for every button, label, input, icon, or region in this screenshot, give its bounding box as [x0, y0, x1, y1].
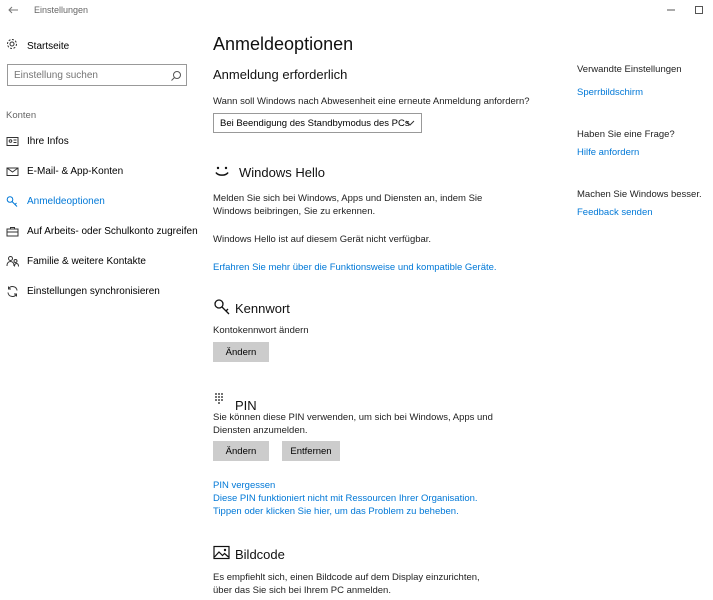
hello-unavailable-text: Windows Hello ist auf diesem Gerät nicht verfügbar.: [213, 234, 432, 245]
sidebar-item-label: Einstellungen synchronisieren: [27, 285, 160, 297]
improve-heading: Machen Sie Windows besser.: [577, 189, 702, 200]
password-desc: Kontokennwort ändern: [213, 325, 309, 336]
pin-desc-line1: Sie können diese PIN verwenden, um sich bei Windows, Apps und: [213, 412, 493, 423]
pin-org-link-line2[interactable]: Tippen oder klicken Sie hier, um das Problem zu beheben.: [213, 506, 459, 517]
sidebar-item-label: E-Mail- & App-Konten: [27, 165, 124, 177]
sidebar-item-label: Ihre Infos: [27, 135, 69, 147]
search-input[interactable]: [8, 66, 158, 86]
hello-desc-line1: Melden Sie sich bei Windows, Apps und Diensten an, indem Sie: [213, 193, 483, 204]
pin-org-link-line1[interactable]: Diese PIN funktioniert nicht mit Ressourcen Ihrer Organisation.: [213, 493, 478, 504]
signin-required-dropdown[interactable]: [213, 113, 422, 133]
picture-desc-line1: Es empfiehlt sich, einen Bildcode auf dem Display einzurichten,: [213, 572, 480, 583]
search-icon[interactable]: [170, 69, 182, 81]
password-change-button[interactable]: Ändern: [213, 342, 269, 362]
chevron-down-icon: [405, 119, 415, 127]
signin-question: Wann soll Windows nach Abwesenheit eine erneute Anmeldung anfordern?: [213, 96, 530, 107]
person-card-icon: [6, 135, 19, 148]
mail-icon: [6, 165, 19, 178]
password-section-header: [213, 298, 290, 319]
password-heading: Kennwort: [235, 301, 290, 316]
help-link[interactable]: Hilfe anfordern: [577, 147, 640, 158]
people-icon: [6, 255, 19, 268]
related-settings-heading: Verwandte Einstellungen: [577, 64, 682, 75]
hello-section-header: [213, 162, 325, 183]
pin-section-header: [213, 390, 257, 413]
feedback-link[interactable]: Feedback senden: [577, 207, 653, 218]
sidebar-item-familie-kontakte[interactable]: [0, 250, 200, 272]
picture-heading: Bildcode: [235, 546, 285, 562]
signin-required-heading: Anmeldung erforderlich: [213, 67, 348, 82]
picture-section-header: [213, 545, 285, 563]
dropdown-value: Bei Beendigung des Standbymodus des PCs: [220, 117, 410, 129]
sidebar-home-label: Startseite: [27, 40, 70, 52]
smiley-icon: [213, 162, 231, 183]
sidebar-item-email-app-konten[interactable]: [0, 160, 200, 182]
key-icon: [6, 195, 19, 208]
sidebar-item-anmeldeoptionen[interactable]: [0, 190, 200, 212]
sidebar-item-label: Familie & weitere Kontakte: [27, 255, 146, 267]
back-arrow-icon[interactable]: [6, 3, 20, 17]
keypad-icon: [213, 392, 229, 411]
hello-heading: Windows Hello: [239, 165, 325, 180]
lock-screen-link[interactable]: Sperrbildschirm: [577, 87, 643, 98]
hello-desc-line2: Windows beibringen, Sie zu erkennen.: [213, 206, 376, 217]
maximize-icon[interactable]: [692, 3, 706, 17]
pin-remove-button[interactable]: Entfernen: [282, 441, 340, 461]
question-heading: Haben Sie eine Frage?: [577, 129, 675, 140]
sidebar-home[interactable]: [6, 38, 69, 54]
picture-desc-line2: über das Sie sich bei Ihrem PC anmelden.: [213, 585, 391, 596]
minimize-icon[interactable]: [664, 3, 678, 17]
pin-forgot-link[interactable]: PIN vergessen: [213, 480, 276, 491]
sidebar-item-ihre-infos[interactable]: [0, 130, 200, 152]
gear-icon: [6, 37, 18, 55]
briefcase-icon: [6, 225, 19, 238]
sidebar-item-synchronisieren[interactable]: [0, 280, 200, 302]
sidebar-item-label: Auf Arbeits- oder Schulkonto zugreifen: [27, 225, 198, 237]
sidebar-item-arbeits-schulkonto[interactable]: [0, 220, 200, 242]
picture-icon: [213, 545, 230, 563]
pin-desc-line2: Diensten anzumelden.: [213, 425, 308, 436]
sync-icon: [6, 285, 19, 298]
sidebar-item-label: Anmeldeoptionen: [27, 195, 105, 207]
window-title: Einstellungen: [34, 5, 89, 15]
pin-heading: PIN: [235, 398, 257, 413]
page-title: Anmeldeoptionen: [213, 34, 354, 54]
title-bar: [0, 0, 713, 22]
hello-learn-more-link[interactable]: Erfahren Sie mehr über die Funktionsweise und kompatible Geräte.: [213, 262, 497, 273]
key-icon: [213, 298, 231, 319]
pin-change-button[interactable]: Ändern: [213, 441, 269, 461]
search-box[interactable]: [7, 64, 187, 86]
sidebar-section-label: Konten: [6, 110, 37, 121]
